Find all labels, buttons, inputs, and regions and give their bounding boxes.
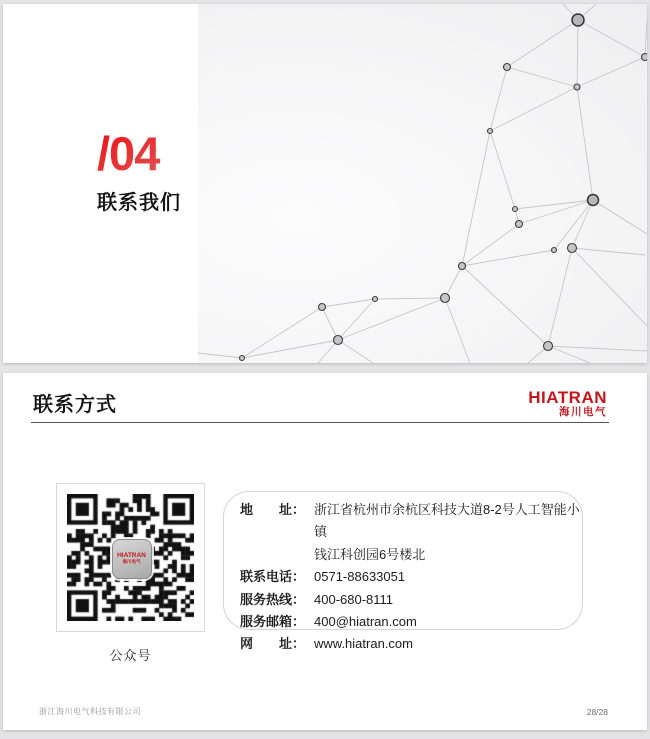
qr-center-logo-wordmark: HIATRAN	[117, 552, 146, 559]
contact-label: 联系电话：	[240, 569, 306, 585]
header-divider	[31, 422, 609, 423]
company-logo-chinese: 海川电气	[559, 406, 607, 418]
contact-value	[314, 499, 582, 566]
qr-caption: 公众号	[109, 648, 152, 663]
address-line-1: 浙江省杭州市余杭区科技大道8-2号人工智能小镇	[314, 502, 580, 540]
qr-center-logo-chinese: 海川电气	[122, 559, 141, 564]
slide-contact-info	[3, 373, 647, 730]
contact-value: www.hiatran.com	[314, 636, 413, 652]
address-line-2: 钱江科创园6号楼北	[314, 546, 426, 562]
slide-section-cover	[3, 4, 647, 363]
qr-center-logo	[112, 539, 152, 579]
qr-code-block	[56, 483, 205, 664]
contact-row-hotline	[240, 589, 582, 611]
contact-value: 0571-88633051	[314, 569, 406, 585]
contact-label: 网 址：	[240, 636, 306, 652]
section-title: 联系我们	[97, 192, 181, 214]
footer-page-number: 28/28	[586, 707, 608, 717]
contact-label: 服务邮箱：	[240, 614, 306, 630]
network-constellation-graphic	[198, 4, 647, 363]
footer-company-name: 浙江海川电气科技有限公司	[39, 707, 141, 716]
contact-value: 400@hiatran.com	[314, 614, 417, 630]
qr-code	[56, 483, 205, 632]
contact-row-website	[240, 633, 582, 655]
contact-value: 400-680-8111	[314, 591, 394, 607]
company-logo	[528, 389, 607, 418]
company-logo-wordmark: HIATRAN	[528, 388, 607, 407]
contact-row-address	[240, 499, 582, 566]
contact-row-phone	[240, 566, 582, 588]
contact-label: 地 址：	[240, 502, 306, 517]
contact-row-email	[240, 611, 582, 633]
contact-details-box	[223, 491, 583, 652]
section-block	[97, 127, 181, 215]
section-number: /04	[97, 130, 181, 177]
contact-label: 服务热线：	[240, 591, 306, 607]
page-title: 联系方式	[33, 394, 117, 416]
network-graphic-svg	[198, 4, 647, 363]
